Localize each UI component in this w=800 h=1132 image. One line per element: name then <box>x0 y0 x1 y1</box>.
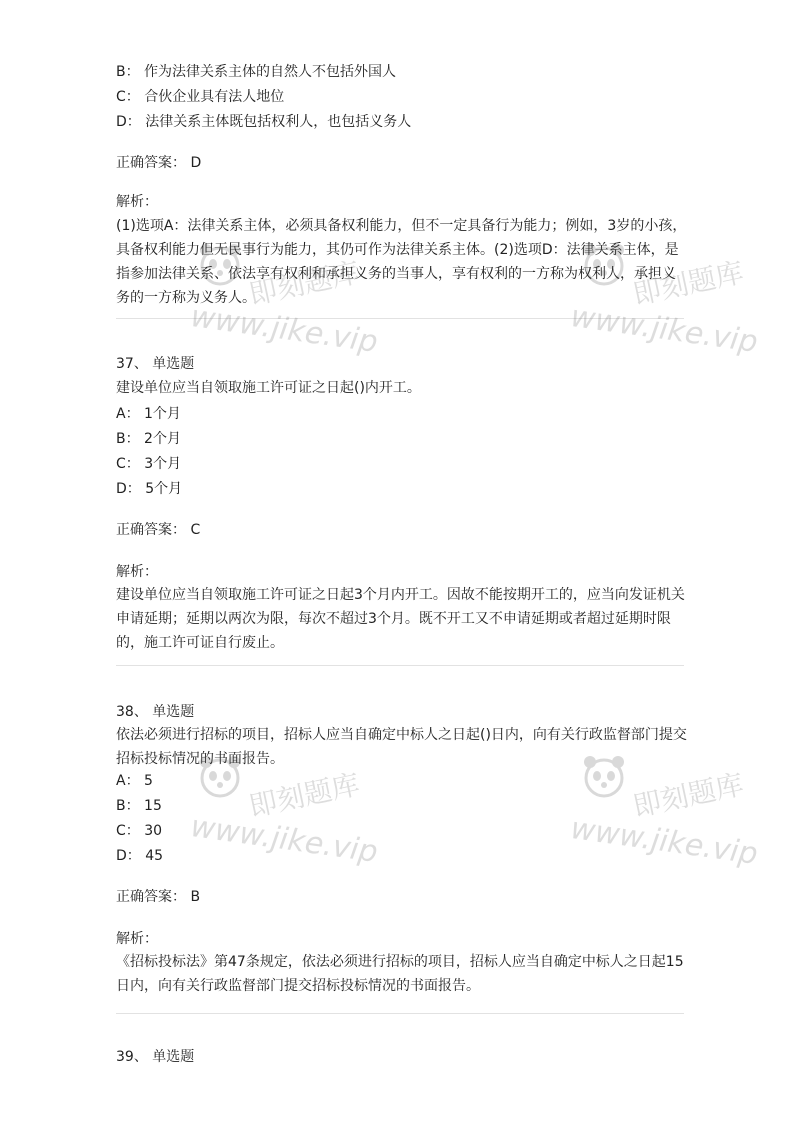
q38-option-a: A： 5 <box>116 773 153 789</box>
q37-option-d: D： 5个月 <box>116 481 183 497</box>
q37-analysis-label: 解析： <box>116 564 158 580</box>
q36-analysis-label: 解析： <box>116 194 158 210</box>
divider <box>116 665 684 666</box>
q37-answer: 正确答案： C <box>116 522 201 538</box>
q37-option-b: B： 2个月 <box>116 431 181 447</box>
q37-analysis: 建设单位应当自领取施工许可证之日起3个月内开工。因故不能按期开工的，应当向发证机关申请延期；延期以两次为限，每次不超过3个月。既不开工又不申请延期或者超过延期时限的，施工许可证自行废止。 <box>116 587 685 651</box>
q36-answer: 正确答案： D <box>116 155 202 171</box>
watermark-brand: 即刻题库 <box>630 255 747 312</box>
q38-option-d: D： 45 <box>116 848 164 864</box>
q36-analysis: (1)选项A：法律关系主体，必须具备权利能力，但不一定具备行为能力；例如，3岁的小孩，具备权利能力但无民事行为能力，其仍可作为法律关系主体。(2)选项D：法律关系主体，是指参加法律关系、依法享有权利和承担义务的当事人，享有权利的一方称为权利人，承担义务的一方称为义务人。 <box>116 218 687 306</box>
watermark <box>580 752 628 804</box>
watermark-clip <box>560 228 760 388</box>
panda-logo-icon <box>580 752 628 800</box>
q38-analysis: 《招标投标法》第47条规定，依法必须进行招标的项目，招标人应当自确定中标人之日起15日内，向有关行政监督部门提交招标投标情况的书面报告。 <box>116 954 684 994</box>
q36-option-d: D： 法律关系主体既包括权利人，也包括义务人 <box>116 114 412 130</box>
q38-header: 38、 单选题 <box>116 704 195 720</box>
divider <box>116 1013 684 1014</box>
watermark-brand: 即刻题库 <box>246 255 363 312</box>
watermark <box>580 240 628 292</box>
panda-logo-icon <box>580 240 628 288</box>
q37-header: 37、 单选题 <box>116 356 195 372</box>
watermark-url: www.jike.vip <box>188 809 380 870</box>
watermark-url: www.jike.vip <box>568 811 760 872</box>
q38-answer: 正确答案： B <box>116 889 201 905</box>
q38-option-c: C： 30 <box>116 823 163 839</box>
q36-option-c: C： 合伙企业具有法人地位 <box>116 89 285 105</box>
q38-option-b: B： 15 <box>116 798 162 814</box>
q38-stem: 依法必须进行招标的项目，招标人应当自确定中标人之日起()日内，向有关行政监督部门提交招标投标情况的书面报告。 <box>116 727 687 767</box>
watermark-url: www.jike.vip <box>188 299 380 360</box>
watermark-clip <box>560 740 760 900</box>
watermark-brand: 即刻题库 <box>630 767 747 824</box>
q37-stem: 建设单位应当自领取施工许可证之日起()内开工。 <box>116 380 421 396</box>
watermark-url: www.jike.vip <box>568 299 760 360</box>
q39-header: 39、 单选题 <box>116 1049 195 1065</box>
watermark-brand: 即刻题库 <box>246 767 363 824</box>
q38-analysis-label: 解析： <box>116 931 158 947</box>
q37-option-c: C： 3个月 <box>116 456 182 472</box>
q36-option-b: B： 作为法律关系主体的自然人不包括外国人 <box>116 64 397 80</box>
q37-option-a: A： 1个月 <box>116 406 181 422</box>
